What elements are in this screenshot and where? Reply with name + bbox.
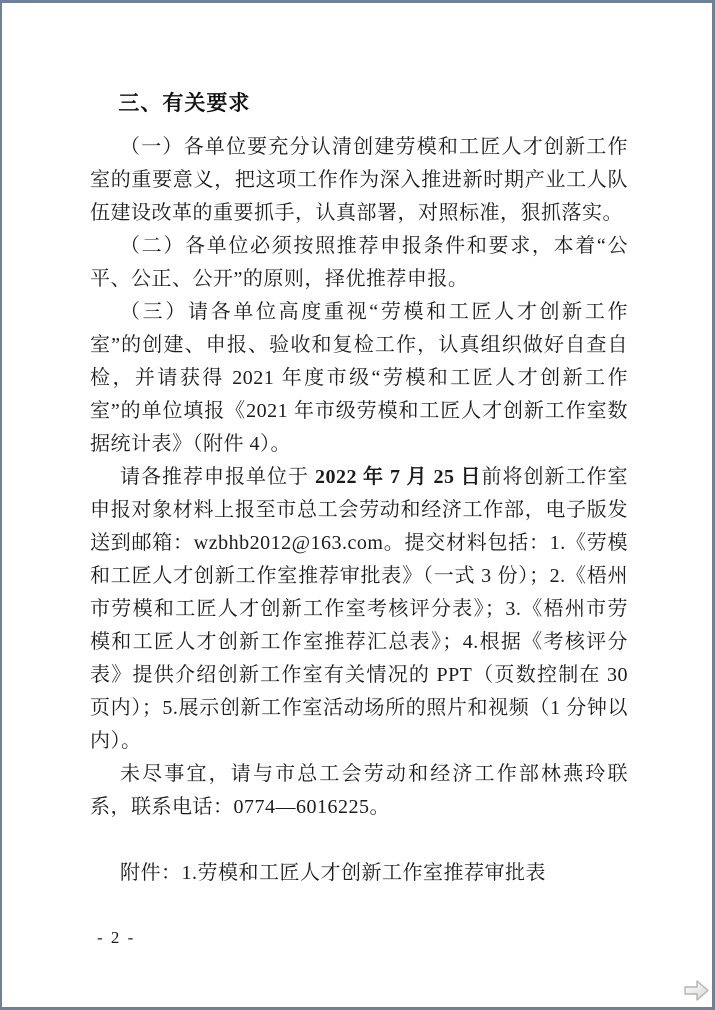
text-run: 请各推荐申报单位于	[120, 466, 315, 488]
paragraph-submission	[90, 461, 628, 758]
text-run: （二）各单位必须按照推荐申报条件和要求，本着“公平、公正、公开”的原则，择优推荐申报。	[90, 235, 628, 290]
paragraph-attachment	[90, 857, 628, 890]
document-body	[90, 91, 628, 890]
paragraph-requirement-3	[90, 296, 628, 461]
document-page	[2, 3, 712, 1007]
page-number: - 2 -	[97, 928, 136, 947]
text-run: （一）各单位要充分认清创建劳模和工匠人才创新工作室的重要意义，把这项工作作为深入推进新时期产业工人队伍建设改革的重要抓手，认真部署，对照标准，狠抓落实。	[90, 136, 628, 224]
text-run: 附件：1.劳模和工匠人才创新工作室推荐审批表	[120, 862, 546, 884]
paragraph-contact	[90, 758, 628, 824]
paragraph-requirement-1	[90, 131, 628, 230]
text-run-bold: 2022 年 7 月 25 日	[315, 466, 482, 488]
paragraph-requirement-2	[90, 230, 628, 296]
text-run: 前将创新工作室申报对象材料上报至市总工会劳动和经济工作部，电子版发送到邮箱：wzbhb2012@163.com。提交材料包括：1.《劳模和工匠人才创新工作室推荐审批表》（一式 3 份）；2.《梧州市劳模和工匠人才创新工作室考核评分表》；3.《梧州市劳模和工匠人才创新工作室推荐汇总表》；4.根据《考核评分表》提供介绍创新工作室有关情况的 PPT（页数控制在 30 页内）；5.展示创新工作室活动场所的照片和视频（1 分钟以内）。	[90, 466, 628, 752]
next-page-arrow-icon[interactable]	[683, 977, 710, 1004]
document-paragraphs	[90, 131, 628, 890]
text-run: 未尽事宜，请与市总工会劳动和经济工作部林燕玲联系，联系电话：0774—6016225。	[90, 763, 628, 818]
text-run: （三）请各单位高度重视“劳模和工匠人才创新工作室”的创建、申报、验收和复检工作，认真组织做好自查自检，并请获得 2021 年度市级“劳模和工匠人才创新工作室”的单位填报《2021 年市级劳模和工匠人才创新工作室数据统计表》（附件 4）。	[90, 301, 628, 455]
section-heading: 三、有关要求	[118, 92, 251, 115]
